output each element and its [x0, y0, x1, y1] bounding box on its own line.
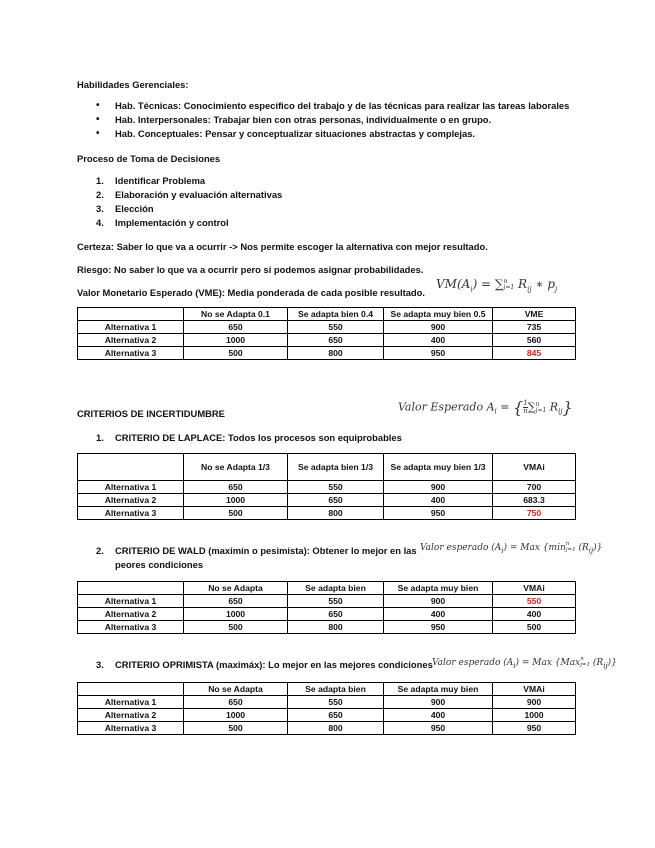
- incertidumbre-heading: CRITERIOS DE INCERTIDUMBRE: [77, 408, 225, 419]
- column-header: [78, 582, 184, 595]
- table-cell: 900: [493, 696, 576, 709]
- table-cell: 400: [384, 334, 493, 347]
- vme-table: [77, 307, 576, 360]
- column-header: Se adapta muy bien: [384, 683, 493, 696]
- table-cell: 950: [493, 722, 576, 735]
- table-row: [78, 494, 576, 507]
- table-row: [78, 481, 576, 494]
- table-cell: 500: [184, 722, 288, 735]
- row-label: Alternativa 1: [78, 481, 184, 494]
- list-item: 2. Elaboración y evaluación alternativas: [96, 189, 283, 200]
- table-row: [78, 696, 576, 709]
- table-row: [78, 722, 576, 735]
- table-cell: 1000: [184, 608, 288, 621]
- table-cell: 500: [184, 621, 288, 634]
- list-item: 3. Elección: [96, 203, 154, 214]
- optimista-title: 3. CRITERIO OPRIMISTA (maximáx): Lo mejor en las mejores condiciones: [96, 659, 433, 670]
- habilidades-heading: Habilidades Gerenciales:: [77, 79, 189, 90]
- table-header-row: [78, 308, 576, 321]
- column-header: Se adapta muy bien: [384, 582, 493, 595]
- list-item: • Hab. Conceptuales: Pensar y conceptualizar situaciones abstractas y complejas.: [96, 127, 569, 141]
- row-label: Alternativa 3: [78, 347, 184, 360]
- table-cell: 800: [288, 347, 384, 360]
- row-label: Alternativa 1: [78, 595, 184, 608]
- row-label: Alternativa 2: [78, 494, 184, 507]
- table-header-row: [78, 582, 576, 595]
- table-row: [78, 608, 576, 621]
- table-cell: 650: [184, 696, 288, 709]
- table-row: [78, 595, 576, 608]
- table-cell: 735: [493, 321, 576, 334]
- table-cell: 900: [384, 481, 493, 494]
- row-label: Alternativa 3: [78, 621, 184, 634]
- vme-formula: $VM(A_i)$ = ∑ n j=1 $R_{ij}$ ∗ $p_j$: [436, 277, 558, 294]
- column-header: No se Adapta: [184, 582, 288, 595]
- table-cell: 750: [493, 507, 576, 520]
- table-cell: 700: [493, 481, 576, 494]
- row-label: Alternativa 1: [78, 321, 184, 334]
- column-header: No se Adapta 0.1: [184, 308, 288, 321]
- row-label: Alternativa 2: [78, 334, 184, 347]
- table-cell: 800: [288, 722, 384, 735]
- table-cell: 650: [288, 608, 384, 621]
- laplace-formula: Valor Esperado $A_i$ = { $\frac{1}{n}$ ∑ n j=1 $R_{ij}$}: [398, 398, 573, 417]
- column-header: VMAi: [493, 683, 576, 696]
- table-row: [78, 709, 576, 722]
- wald-formula: Valor esperado $(A_i)$ = Max {min n j=1 $(R_{ij})$}: [420, 541, 603, 555]
- table-cell: 650: [288, 334, 384, 347]
- column-header: No se Adapta 1/3: [184, 454, 288, 481]
- table-cell: 500: [184, 347, 288, 360]
- table-cell: 950: [384, 507, 493, 520]
- optimista-formula: Valor esperado $(A_i)$ = Max {Max n j=1 $(R_{ij})$}: [432, 656, 617, 670]
- wald-title-line2: peores condiciones: [115, 559, 204, 570]
- table-cell: 900: [384, 321, 493, 334]
- proceso-heading: Proceso de Toma de Decisiones: [77, 153, 221, 164]
- table-cell: 550: [288, 321, 384, 334]
- table-cell: 950: [384, 347, 493, 360]
- table-cell: 900: [384, 595, 493, 608]
- row-label: Alternativa 1: [78, 696, 184, 709]
- table-cell: 550: [288, 696, 384, 709]
- list-item: 4. Implementación y control: [96, 217, 229, 228]
- table-row: [78, 347, 576, 360]
- table-row: [78, 621, 576, 634]
- table-cell: 560: [493, 334, 576, 347]
- table-row: [78, 321, 576, 334]
- table-cell: 400: [384, 494, 493, 507]
- table-cell: 650: [184, 481, 288, 494]
- table-cell: 950: [384, 722, 493, 735]
- table-cell: 1000: [493, 709, 576, 722]
- proceso-steps: [96, 174, 282, 230]
- row-label: Alternativa 2: [78, 709, 184, 722]
- table-header-row: [78, 454, 576, 481]
- table-cell: 400: [384, 709, 493, 722]
- table-cell: 650: [288, 709, 384, 722]
- vme-text: Valor Monetario Esperado (VME): Media ponderada de cada posible resultado.: [77, 287, 425, 298]
- column-header: Se adapta bien: [288, 683, 384, 696]
- table-row: [78, 507, 576, 520]
- table-cell: 650: [184, 321, 288, 334]
- table-cell: 650: [184, 595, 288, 608]
- table-cell: 550: [493, 595, 576, 608]
- column-header: Se adapta muy bien 1/3: [384, 454, 493, 481]
- table-cell: 400: [384, 608, 493, 621]
- column-header: VME: [493, 308, 576, 321]
- table-cell: 845: [493, 347, 576, 360]
- table-cell: 650: [288, 494, 384, 507]
- column-header: Se adapta bien 0.4: [288, 308, 384, 321]
- column-header: Se adapta muy bien 0.5: [384, 308, 493, 321]
- row-label: Alternativa 2: [78, 608, 184, 621]
- wald-table: [77, 581, 576, 634]
- table-cell: 683.3: [493, 494, 576, 507]
- riesgo-text: Riesgo: No saber lo que va a ocurrir pero si podemos asignar probabilidades.: [77, 264, 424, 275]
- table-cell: 1000: [184, 334, 288, 347]
- table-cell: 1000: [184, 494, 288, 507]
- table-cell: 550: [288, 481, 384, 494]
- table-cell: 500: [184, 507, 288, 520]
- column-header: Se adapta bien 1/3: [288, 454, 384, 481]
- table-cell: 500: [493, 621, 576, 634]
- column-header: [78, 683, 184, 696]
- table-cell: 800: [288, 621, 384, 634]
- table-cell: 1000: [184, 709, 288, 722]
- list-item: • Hab. Interpersonales: Trabajar bien con otras personas, individualmente o en grupo.: [96, 113, 569, 127]
- list-item: 1. Identificar Problema: [96, 175, 206, 186]
- optimista-table: [77, 682, 576, 735]
- column-header: VMAi: [493, 582, 576, 595]
- table-cell: 950: [384, 621, 493, 634]
- column-header: VMAi: [493, 454, 576, 481]
- habilidades-list: [96, 99, 569, 141]
- certeza-text: Certeza: Saber lo que va a ocurrir -> Nos permite escoger la alternativa con mejor resultado.: [77, 241, 488, 252]
- table-header-row: [78, 683, 576, 696]
- table-row: [78, 334, 576, 347]
- row-label: Alternativa 3: [78, 722, 184, 735]
- column-header: [78, 454, 184, 481]
- table-cell: 400: [493, 608, 576, 621]
- table-cell: 900: [384, 696, 493, 709]
- table-cell: 550: [288, 595, 384, 608]
- column-header: [78, 308, 184, 321]
- column-header: No se Adapta: [184, 683, 288, 696]
- wald-title: 2. CRITERIO DE WALD (maximín o pesimista): Obtener lo mejor en las: [96, 545, 417, 556]
- column-header: Se adapta bien: [288, 582, 384, 595]
- laplace-table: [77, 453, 576, 520]
- laplace-title: 1. CRITERIO DE LAPLACE: Todos los procesos son equiprobables: [96, 432, 402, 443]
- row-label: Alternativa 3: [78, 507, 184, 520]
- list-item: • Hab. Técnicas: Conocimiento específico del trabajo y de las técnicas para realizar las tareas laborales: [96, 99, 569, 113]
- table-cell: 800: [288, 507, 384, 520]
